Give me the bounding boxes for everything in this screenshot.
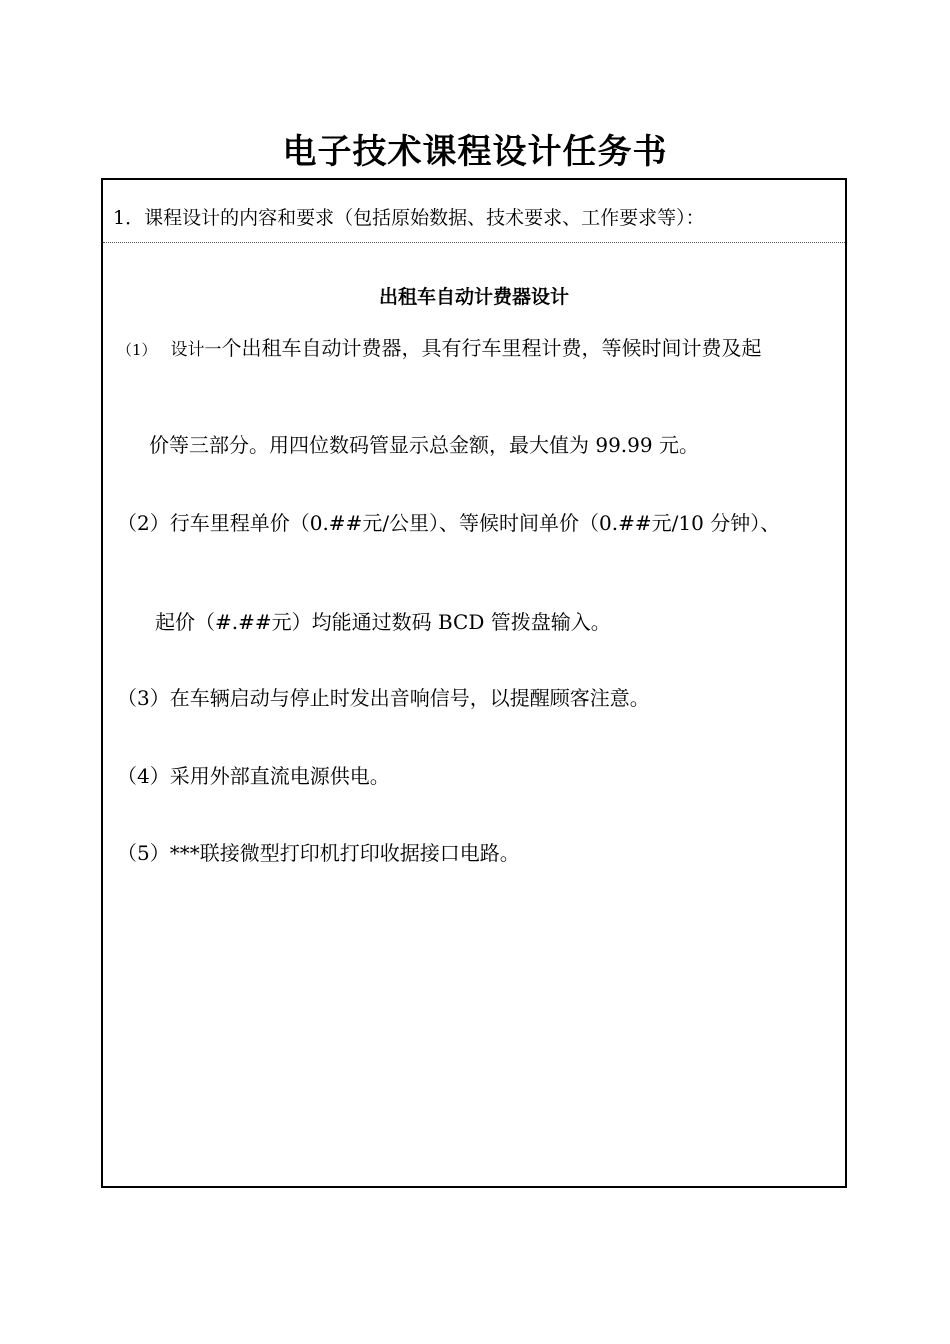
requirement-3: （3）在车辆启动与停止时发出音响信号，以提醒顾客注意。 — [117, 686, 650, 710]
requirement-2-line-2: 起价（#.##元）均能通过数码 BCD 管拨盘输入。 — [155, 610, 611, 634]
design-title: 出租车自动计费器设计 — [378, 286, 569, 308]
requirement-1-text-start: 设计一 — [170, 340, 222, 360]
document-title: 电子技术课程设计任务书 — [282, 132, 668, 172]
section-header — [103, 180, 845, 243]
section-header-text: 1．课程设计的内容和要求（包括原始数据、技术要求、工作要求等）： — [113, 207, 705, 229]
requirement-1-number: （1） — [117, 341, 157, 359]
requirement-2-line-1: （2）行车里程单价（0.##元/公里）、等候时间单价（0.##元/10 分钟）、 — [117, 511, 781, 535]
requirement-1-line-2: 价等三部分。用四位数码管显示总金额，最大值为 99.99 元。 — [149, 433, 699, 457]
requirement-1-text: 个出租车自动计费器，具有行车里程计费，等候时间计费及起 — [221, 336, 762, 360]
requirement-4: （4）采用外部直流电源供电。 — [117, 764, 390, 788]
requirement-5: （5）***联接微型打印机打印收据接口电路。 — [117, 841, 520, 865]
task-box — [101, 178, 847, 1188]
requirement-1-line-1 — [117, 334, 762, 364]
